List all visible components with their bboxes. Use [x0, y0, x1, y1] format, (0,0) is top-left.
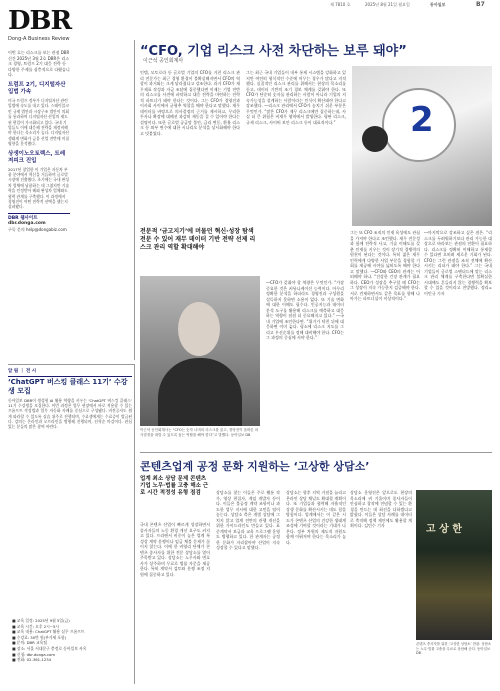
- clock-number: 2: [410, 100, 434, 140]
- left-sidebar: [8, 50, 70, 232]
- website-box: [8, 213, 70, 232]
- second-article-column-4: 상담소 운영진은 앞으로도 현장의 목소리에 귀 기울이며 종사자들이 안심하고 창작에 전념할 수 있는 환경을 만드는 데 최선을 다하겠다고 밝혔다. 이들은 상담 사례를 데이터로 축적해 정책 제안에도 활용할 계획이다. 김민수 기자: [350, 490, 412, 528]
- website-url[interactable]: dbr.donga.com: [8, 221, 46, 227]
- page-header-bar: [0, 0, 500, 9]
- website-label: DBR 웹사이트: [8, 215, 38, 221]
- sidebar-section: [8, 151, 70, 210]
- logo-text: DBR: [8, 6, 72, 36]
- headline-byline: 이근석 공인회계사: [143, 58, 184, 64]
- main-headline: “CFO, 기업 리스크 사전 차단하는 보루 돼야”: [140, 44, 407, 59]
- section-divider: [140, 452, 492, 453]
- notice-body: 동아일보 DBR이 생성형 AI 활용 역량을 키우는 ‘ChatGPT 버스킹 클래스’ 11기 수강생을 모집한다. 이번 과정은 업무 현장에서 바로 적용할 수 있는 프롬프트 작성법과 업무 자동화 사례를 중심으로 구성됐다. 비전공자도 쉽게 따라할 수 있도록 실습 위주로 진행되며, 수료생에게는 수료증이 발급된다. 강의는 온라인과 오프라인을 병행해 진행되며, 선착순 마감이다. 관심 있는 분들의 많은 참여 바란다.: [8, 398, 132, 430]
- second-article-column-1: 국내 콘텐츠 산업이 빠르게 성장하면서 종사자들의 노동 환경 개선 요구도 커지고 있다. 프리랜서 비중이 높은 업계 특성상 계약 분쟁이나 임금 체불 문제가 끊이지 않는다. 이에 한 비영리 단체가 콘텐츠 종사자를 위한 전문 상담소를 열어 주목받고 있다. 상담소는 노무사와 변호사가 상주하며 무료로 법률 자문을 제공한다. 특히 계약서 검토와 분쟁 조정 지원에 집중하고 있다.: [140, 522, 210, 577]
- notice-title: ‘ChatGPT 버스킹 클래스 11기’ 수강생 모집: [8, 378, 128, 395]
- page-number: B7: [476, 1, 485, 8]
- issue-date: 2025년 8월 21일 월요일: [365, 2, 410, 7]
- notice-info-item: ■ 전화: 02-361-1234: [12, 657, 52, 663]
- dial-shape: [362, 126, 388, 152]
- article-column-3: ―CFO가 갖춰야 할 역량은 무엇인가. “가장 중요한 것은 커뮤니케이션 능력이다. 아무리 정확한 분석을 하더라도 경영진과 구성원을 설득하지 못하면 소용이 없다. 또 기술 변화에 대한 이해도 필수다. 인공지능과 데이터 분석 도구를 활용해 리스크를 예측하고 대응하는 역량이 점점 더 중요해지고 있다.” ―국내 기업에 조언한다면. “위기가 닥친 뒤에 대응하면 이미 늦다. 평소에 리스크 지도를 그리고 우선순위를 정해 대비해야 한다. CFO는 그 과정의 중심에 서야 한다.”: [266, 280, 344, 340]
- portrait-face: [178, 302, 220, 356]
- notice-info-item: ■ 교육 시간: 오후 2시~5시: [12, 623, 60, 629]
- sidebar-section: [8, 82, 70, 147]
- sidebar-section-text: 2017년 창업한 이 기업은 자동차 부품 분야에서 혁신을 거듭하며 글로벌 시장에 진출했다. 초기에는 국내 완성차 업체에 납품하는 데 그쳤지만 기술력을 인정받아 해외 완성차 업체와도 협력 관계를 구축했다. 이 과정에서 경영진이 어떤 전략적 선택을 했는지 살펴봤다.: [8, 166, 70, 210]
- logo-subtitle: Dong-A Business Review: [8, 36, 70, 42]
- sidebar-section-text: 미국 트럼프 정부가 디지털자산 관련 입법에 속도를 내고 있다. 스테이블코인 규제 법안과 시장구조 법안이 의회를 통과하며 디지털자산 산업의 제도권 편입이 가시화되고 있다. 국내 기업들도 이에 대응해 전략을 재정비해야 한다는 목소리가 높다. 디지털자산 생태계 변화가 금융 산업 전반에 미칠 영향을 분석했다.: [8, 97, 70, 147]
- notice-tag: 알 림 ｜ 전 시: [8, 368, 132, 377]
- issue-number: 제 7810 호: [330, 2, 351, 7]
- second-article-column-3: 상담소는 향후 지역 거점을 늘리고 온라인 상담 채널도 확대할 계획이다. 또 기업들과 협력해 자율적인 상생 문화를 확산시키는 데도 힘쓸 방침이다. 업계에서는 이 같은 시도가 콘텐츠 산업의 건강한 생태계 조성에 기여할 것이라는 기대가 나온다. 정부 차원의 제도적 지원도 함께 이뤄져야 한다는 목소리가 높다.: [286, 490, 346, 545]
- notice-box: [8, 368, 132, 684]
- sidebar-section-title: 트럼프 2기, 디지털자산 입법 가속: [8, 81, 66, 95]
- article-column-4: 그는 또 CFO 조직의 인재 육성에도 관심을 가져야 한다고 조언했다. 재무 전문성과 함께 전략적 사고, 기술 이해도를 갖춘 인재를 키우는 것이 장기적 경쟁력의 원천이 된다는 것이다. 특히 젊은 재무 인력에게 다양한 사업 부문을 경험할 기회를 제공해 시야를 넓히도록 해야 한다고 말했다. ―CFO와 CEO의 관계는 어떠해야 하나. “건강한 긴장 관계가 필요하다. CEO가 성장을 추구할 때 CFO는 그 성장이 지속 가능한지 검증해야 한다. 서로 견제하면서도 같은 목표를 향해 나아가는 파트너십이 이상적이다.”: [350, 230, 420, 301]
- column-divider: [134, 40, 135, 360]
- article-column-5: ―마지막으로 강조하고 싶은 점은. “리스크를 두려워하기보다 관리 가능한 대상으로 바라보는 관점의 전환이 필요하다. 리스크를 정확히 이해하고 통제할 수 있다면 오히려 새로운 기회가 된다. CFO는 그런 관점을 조직 전체에 확산시키는 리더가 돼야 한다.” 그는 국내 기업들이 글로벌 스탠더드에 맞는 리스크 관리 체계를 구축한다면 불확실한 시대에도 흔들리지 않는 경쟁력을 확보할 수 있을 것이라고 전망했다. 정리=이민규 기자: [424, 230, 492, 296]
- article-column-2: 그는 최근 국내 기업들이 내부 통제 시스템을 강화하고 있지만 여전히 형식적인 수준에 머무는 경우가 많다고 지적했다. 실질적인 리스크 관리를 위해서는 현장의 목소리를 듣고, 데이터 기반의 조기 경보 체계를 갖춰야 한다. 또 CFO가 단순히 숫자를 관리하는 사람이 아니라 기업의 지속가능성을 설계하는 사람이라는 인식이 확산돼야 한다고 강조했다. ―리스크 관리에서 CFO가 놓치기 쉬운 부분은 무엇인가. “많은 CFO가 재무 리스크에만 집중하는데, 사실 더 큰 위험은 비재무 영역에서 발생한다. 평판 리스크, 규제 리스크, 사이버 보안 리스크 등이 대표적이다.”: [246, 70, 346, 125]
- consultation-office-photo: [416, 490, 492, 640]
- notice-info-item: ■ 장소: 서울 서대문구 충정로 동아일보 사옥: [12, 645, 87, 651]
- interviewee-portrait: [140, 276, 260, 426]
- photo-sign-text: 고 상 한: [426, 524, 462, 535]
- notice-info-list: [8, 618, 132, 663]
- contact-info: 구독 문의 help@dongabiz.com: [8, 226, 67, 232]
- portrait-body: [158, 358, 242, 426]
- second-headline: 콘텐츠업계 공정 문화 지원하는 ‘고상한 상담소’: [140, 460, 370, 473]
- second-lead: 업계 최소 상담 문제 콘텐츠 기업 노무·법률 고충 해소 근로 시간 적정성 유형 점검: [140, 476, 209, 497]
- article-photo-clock: [352, 66, 492, 226]
- notice-info-item: ■ 수강료: 30만 원(부가세 포함): [12, 634, 67, 640]
- notice-info-item: ■ 신청: dbr.donga.com: [12, 651, 56, 657]
- lead-quote: 전문적 ‘금고지기’에 머물던 혁신·성장 탐색 전문 수 있어 재무 데이터 기반 전략 선제 리스크 관리 역할 확대해야: [140, 228, 256, 251]
- section-divider: [8, 364, 134, 365]
- newspaper-name: 동아일보: [430, 2, 446, 7]
- sidebar-section-title: 상생이노오토렉스, 트레져피크 진입: [8, 150, 66, 164]
- second-article-column-2: 상담소를 찾는 이들은 주로 웹툰 작가, 영상 편집자, 게임 개발자 등이다. 이들은 불공정 계약 조항이나 과도한 업무 지시에 대한 고민을 털어놓는다. 상담소 측은 개별 상담에 그치지 않고 업계 전반의 관행 개선을 위한 가이드라인도 만들고 있다. 표준계약서 보급과 교육 프로그램 운영도 병행하고 있다. 한 관계자는 공정한 문화가 자리잡아야 산업이 지속 성장할 수 있다고 말했다.: [216, 490, 280, 550]
- notice-info-item: ■ 교육 일정: 2025년 9월 5일(금): [12, 618, 70, 623]
- notice-info-item: ■ 교육 내용: ChatGPT 활용 실무 프롬프트: [12, 629, 85, 635]
- portrait-caption: 이근석 공인회계사는 “CFO는 숫자 너머의 리스크를 읽고, 경영진이 올바른 의사결정을 내릴 수 있도록 돕는 역할을 해야 한다”고 말했다. 동아일보 DB: [140, 428, 259, 437]
- notice-info-item: ■ 문의: DBR 교육팀: [12, 640, 47, 646]
- column-divider: [134, 364, 135, 684]
- dbr-logo: [8, 8, 72, 44]
- article-column-1: 인텔, 모토로라 등 글로벌 기업의 CFO를 거친 리스크 관리 전문가는 최근 경영 환경이 불확실해지면서 CFO의 역할이 과거와는 크게 달라졌다고 강조한다. 과거 CFO가 재무제표 작성과 자금 조달에 집중했다면 이제는 기업 전반의 리스크를 사전에 파악하고 대응 전략을 마련하는 전략적 파트너가 돼야 한다는 것이다. 그는 CFO가 경영진과 이사회 사이에서 균형추 역할을 해야 한다고 말했다. 재무 데이터를 바탕으로 의사결정의 근거를 제시하고, 무리한 투자나 확장에 대해선 과감히 제동을 걸 수 있어야 한다는 설명이다. 또한 글로벌 공급망 불안, 금리 변동, 환율 리스크 등 외부 변수에 대한 시나리오 분석을 상시화해야 한다고 덧붙였다.: [140, 70, 240, 136]
- sidebar-intro: 이번 호는 리스크를 보는 관점 DBR 신간 2025년 3월 2호 DBR은 리스크 경영, 트럼프 2기 대응 전략 등 다양한 주제를 심층적으로 다뤘습니다.: [8, 50, 70, 78]
- photo-caption: 콘텐츠 종사자를 위한 ‘고상한 상담소’ 현판. 상담소는 노무·법률 고충을 무료로 상담해 준다. 동아일보 DB: [416, 642, 492, 656]
